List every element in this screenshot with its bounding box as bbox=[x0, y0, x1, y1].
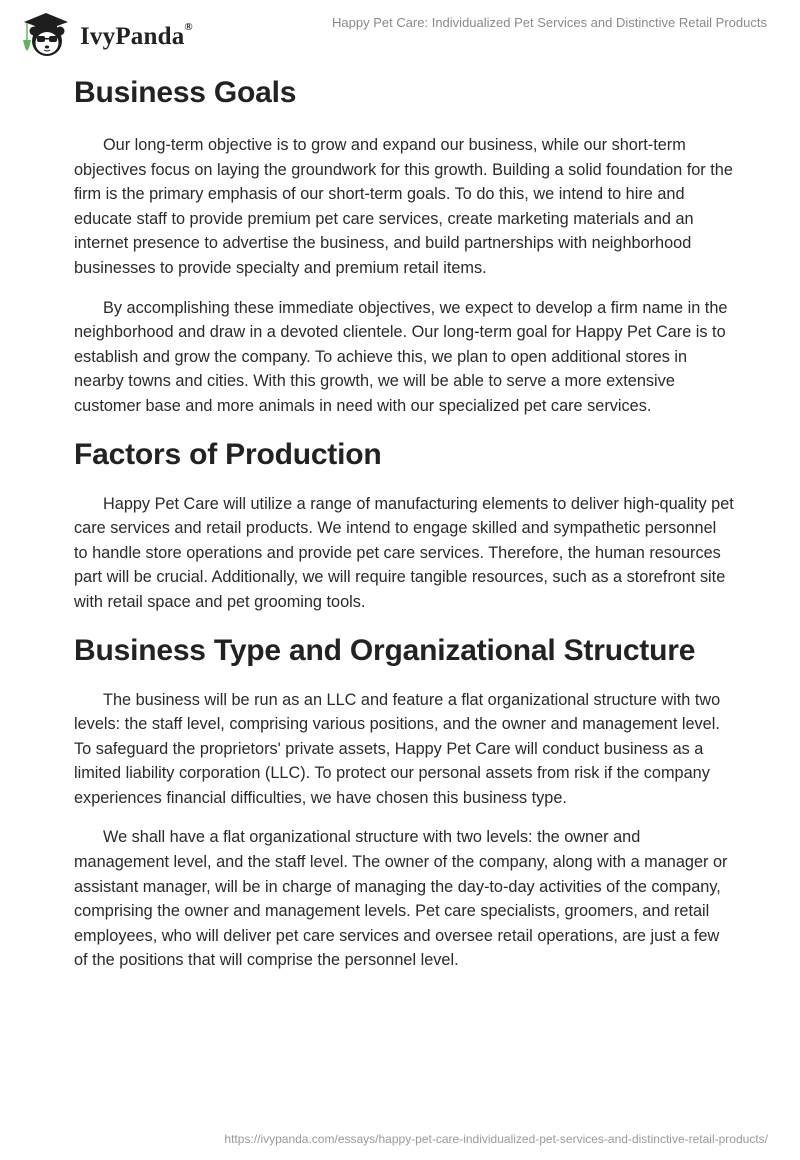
section-factors-of-production bbox=[74, 435, 734, 615]
page-header bbox=[0, 0, 800, 62]
logo-wordmark: IvyPanda® bbox=[80, 21, 193, 50]
essay-content bbox=[74, 72, 734, 973]
paragraph: By accomplishing these immediate objectives, we expect to develop a firm name in the neighborhood and draw in a devoted clientele. Our long-term goal for Happy Pet Care is to establish and grow the company. To achieve this, we plan to open additional stores in nearby towns and cities. With this growth, we will be able to serve a more extensive customer base and more animals in need with our specialized pet care services. bbox=[74, 298, 728, 415]
section-business-type bbox=[74, 631, 734, 974]
paragraph: Happy Pet Care will utilize a range of manufacturing elements to deliver high-quality pet care services and retail products. We intend to engage skilled and sympathetic personnel to handle store operations and provide pet care services. Therefore, the human resources part will be crucial. Additionally, we will require tangible resources, such as a storefront site with retail space and pet grooming tools. bbox=[74, 494, 734, 611]
document-title: Happy Pet Care: Individualized Pet Services and Distinctive Retail Products bbox=[332, 15, 767, 30]
paragraph: Our long-term objective is to grow and expand our business, while our short-term objectives focus on laying the groundwork for this growth. Building a solid foundation for the firm is the primary emphasis of our short-term goals. To do this, we intend to hire and educate staff to provide premium pet care services, create marketing materials and an internet presence to advertise the business, and build partnerships with neighborhood businesses to provide specialty and premium retail items. bbox=[74, 136, 733, 277]
ivypanda-logo[interactable] bbox=[18, 10, 193, 58]
section-heading: Factors of Production bbox=[74, 437, 382, 471]
paragraph: The business will be run as an LLC and feature a flat organizational structure with two levels: the staff level, comprising various positions, and the owner and management level. To safeguard the proprietors' private assets, Happy Pet Care will conduct business as a limited liability corporation (LLC). To protect our personal assets from risk if the company experiences financial difficulties, we have chosen this business type. bbox=[74, 690, 721, 807]
section-heading: Business Type and Organizational Structure bbox=[74, 633, 696, 667]
section-heading: Business Goals bbox=[74, 76, 297, 109]
source-url-link[interactable]: https://ivypanda.com/essays/happy-pet-care-individualized-pet-services-and-distinctive-retail-products/ bbox=[224, 1132, 768, 1146]
paragraph: We shall have a flat organizational structure with two levels: the owner and management level, and the staff level. The owner of the company, along with a manager or assistant manager, will be in charge of managing the day-to-day activities of the company, comprising the owner and management levels. Pet care specialists, groomers, and retail employees, who will deliver pet care services and oversee retail operations, are just a few of the positions that will comprise the personnel level. bbox=[74, 828, 728, 970]
panda-graduation-cap-icon bbox=[18, 10, 74, 58]
section-business-goals bbox=[74, 73, 734, 419]
